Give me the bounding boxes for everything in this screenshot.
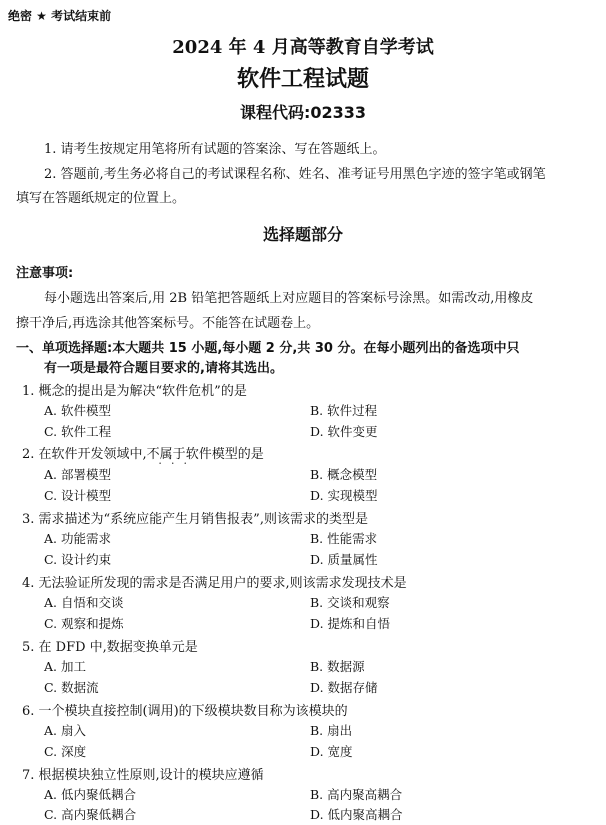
q7-option-b: B. 高内聚高耦合 bbox=[310, 787, 403, 802]
instruction-1: 1. 请考生按规定用笔将所有试题的答案涂、写在答题纸上。 bbox=[44, 142, 386, 157]
question-7-stem: 7. 根据模块独立性原则,设计的模块应遵循 bbox=[22, 768, 264, 783]
q1-option-d: D. 软件变更 bbox=[310, 424, 378, 439]
q5-option-d: D. 数据存储 bbox=[310, 680, 378, 695]
q4-option-d: D. 提炼和自悟 bbox=[310, 616, 391, 631]
q2-stem-post: 软件模型的是 bbox=[185, 447, 264, 462]
q3-option-a: A. 功能需求 bbox=[44, 531, 111, 546]
q3-option-d: D. 质量属性 bbox=[310, 552, 378, 567]
question-5-stem: 5. 在 DFD 中,数据变换单元是 bbox=[22, 640, 198, 655]
part-heading-line-1: 一、单项选择题:本大题共 15 小题,每小题 2 分,共 30 分。在每小题列出的备选项中只 bbox=[16, 341, 520, 356]
question-6-stem: 6. 一个模块直接控制(调用)的下级模块数目称为该模块的 bbox=[22, 704, 348, 719]
exam-title: 2024 年 4 月高等教育自学考试 bbox=[172, 37, 434, 58]
q6-option-b: B. 扇出 bbox=[310, 723, 353, 738]
question-3-stem: 3. 需求描述为“系统应能产生月销售报表”,则该需求的类型是 bbox=[22, 512, 368, 527]
question-4-stem: 4. 无法验证所发现的需求是否满足用户的要求,则该需求发现技术是 bbox=[22, 576, 407, 591]
q4-option-b: B. 交谈和观察 bbox=[310, 595, 390, 610]
q3-option-b: B. 性能需求 bbox=[310, 531, 378, 546]
q2-option-c: C. 设计模型 bbox=[44, 488, 112, 503]
q2-stem-pre: 2. 在软件开发领域中, bbox=[22, 447, 147, 462]
q5-option-a: A. 加工 bbox=[44, 659, 86, 674]
q6-option-a: A. 扇入 bbox=[44, 723, 86, 738]
question-1-stem: 1. 概念的提出是为解决“软件危机”的是 bbox=[22, 384, 247, 399]
subject-title: 软件工程试题 bbox=[236, 67, 369, 92]
q4-option-c: C. 观察和提炼 bbox=[44, 616, 124, 631]
q6-option-c: C. 深度 bbox=[44, 744, 87, 759]
q7-option-c: C. 高内聚低耦合 bbox=[44, 807, 137, 822]
q1-option-b: B. 软件过程 bbox=[310, 403, 378, 418]
instruction-2: 2. 答题前,考生务必将自己的考试课程名称、姓名、准考证号用黑色字迹的签字笔或钢笔 bbox=[44, 167, 546, 182]
q2-option-d: D. 实现模型 bbox=[310, 488, 378, 503]
section-title: 选择题部分 bbox=[262, 225, 343, 244]
q7-option-a: A. 低内聚低耦合 bbox=[44, 787, 136, 802]
notes-label: 注意事项: bbox=[16, 266, 74, 281]
instruction-2-cont: 填写在答题纸规定的位置上。 bbox=[16, 191, 186, 206]
notes-line-1: 每小题选出答案后,用 2B 铅笔把答题纸上对应题目的答案标号涂黑。如需改动,用橡皮 bbox=[44, 291, 534, 306]
q3-option-c: C. 设计约束 bbox=[44, 552, 112, 567]
q5-option-b: B. 数据源 bbox=[310, 659, 365, 674]
q5-option-c: C. 数据流 bbox=[44, 680, 99, 695]
q7-option-d: D. 低内聚高耦合 bbox=[310, 807, 403, 822]
course-code: 课程代码:02333 bbox=[239, 103, 367, 122]
q1-option-a: A. 软件模型 bbox=[44, 403, 111, 418]
notes-line-2: 擦干净后,再选涂其他答案标号。不能答在试题卷上。 bbox=[16, 316, 320, 331]
q1-option-c: C. 软件工程 bbox=[44, 424, 112, 439]
part-heading-line-2: 有一项是最符合题目要求的,请将其选出。 bbox=[44, 361, 283, 376]
question-2-stem bbox=[22, 443, 264, 462]
q4-option-a: A. 自悟和交谈 bbox=[44, 595, 124, 610]
secret-label: 绝密 ★ 考试结束前 bbox=[8, 9, 112, 23]
q2-option-a: A. 部署模型 bbox=[44, 467, 111, 482]
q2-stem-emphasis: 不属于 • • • bbox=[147, 447, 186, 462]
q6-option-d: D. 宽度 bbox=[310, 744, 353, 759]
q2-option-b: B. 概念模型 bbox=[310, 467, 378, 482]
